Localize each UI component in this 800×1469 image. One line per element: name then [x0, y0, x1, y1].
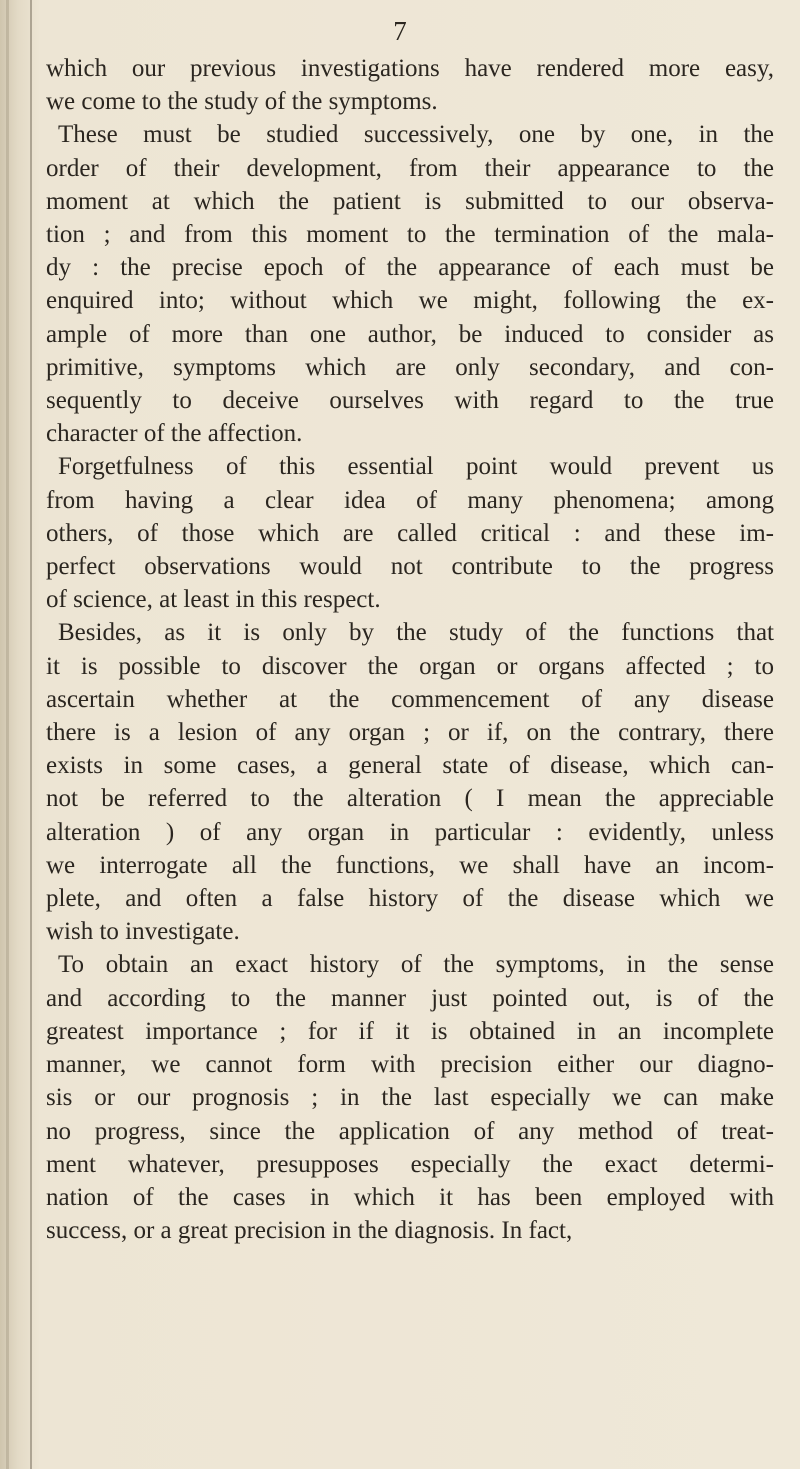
text-line: dy : the precise epoch of the appearance of each must be [46, 254, 774, 282]
text-line: moment at which the patient is submitted to our observa- [46, 187, 774, 215]
body-text [46, 52, 774, 1247]
text-line: which our previous investigations have rendered more easy, [46, 55, 774, 82]
paragraph [46, 118, 774, 450]
text-line: perfect observations would not contribute to the progress [46, 553, 774, 581]
text-line: exists in some cases, a general state of disease, which can- [46, 752, 774, 780]
paragraph [46, 52, 774, 118]
text-line: sis or our prognosis ; in the last especially we can make [46, 1084, 774, 1112]
text-line: success, or a great precision in the diagnosis. In fact, [46, 1217, 573, 1245]
text-line: alteration ) of any organ in particular : evidently, unless [46, 818, 774, 846]
text-line: nation of the cases in which it has been employed with [46, 1183, 774, 1211]
text-line: character of the affection. [46, 420, 303, 448]
text-line: of science, at least in this respect. [46, 586, 381, 614]
text-line: ascertain whether at the commencement of any disease [46, 685, 774, 713]
text-line: These must be studied successively, one by one, in the [58, 121, 774, 149]
text-line: greatest importance ; for if it is obtained in an incomplete [46, 1017, 774, 1045]
text-line: wish to investigate. [46, 918, 240, 946]
text-line: no progress, since the application of any method of treat- [46, 1117, 774, 1145]
text-line: enquired into; without which we might, following the ex- [46, 287, 774, 315]
paragraph [46, 948, 774, 1247]
text-line: ment whatever, presupposes especially the exact determi- [46, 1150, 774, 1178]
text-line: it is possible to discover the organ or organs affected ; to [46, 652, 774, 680]
binding-gutter-line [30, 0, 32, 1469]
text-line: we come to the study of the symptoms. [46, 88, 438, 116]
page-edge-shadow [6, 0, 9, 1469]
text-line: from having a clear idea of many phenomena; among [46, 486, 774, 514]
text-line: and according to the manner just pointed out, is of the [46, 984, 774, 1012]
text-line: Besides, as it is only by the study of the functions that [58, 619, 774, 647]
text-line: Forgetfulness of this essential point would prevent us [58, 453, 774, 481]
text-line: tion ; and from this moment to the termination of the mala- [46, 221, 774, 249]
text-line: we interrogate all the functions, we shall have an incom- [46, 851, 774, 879]
text-line: there is a lesion of any organ ; or if, on the contrary, there [46, 719, 774, 747]
text-line: To obtain an exact history of the symptoms, in the sense [58, 951, 774, 979]
text-line: not be referred to the alteration ( I mean the appreciable [46, 785, 774, 813]
page-number: 7 [393, 16, 407, 46]
text-line: primitive, symptoms which are only secondary, and con- [46, 353, 774, 381]
text-line: others, of those which are called critical : and these im- [46, 519, 774, 547]
text-line: manner, we cannot form with precision either our diagno- [46, 1051, 774, 1079]
text-line: sequently to deceive ourselves with regard to the true [46, 387, 774, 415]
text-line: plete, and often a false history of the disease which we [46, 885, 774, 913]
paragraph [46, 450, 774, 616]
text-line: order of their development, from their appearance to the [46, 154, 774, 182]
paragraph [46, 616, 774, 948]
text-line: ample of more than one author, be induced to consider as [46, 320, 774, 348]
